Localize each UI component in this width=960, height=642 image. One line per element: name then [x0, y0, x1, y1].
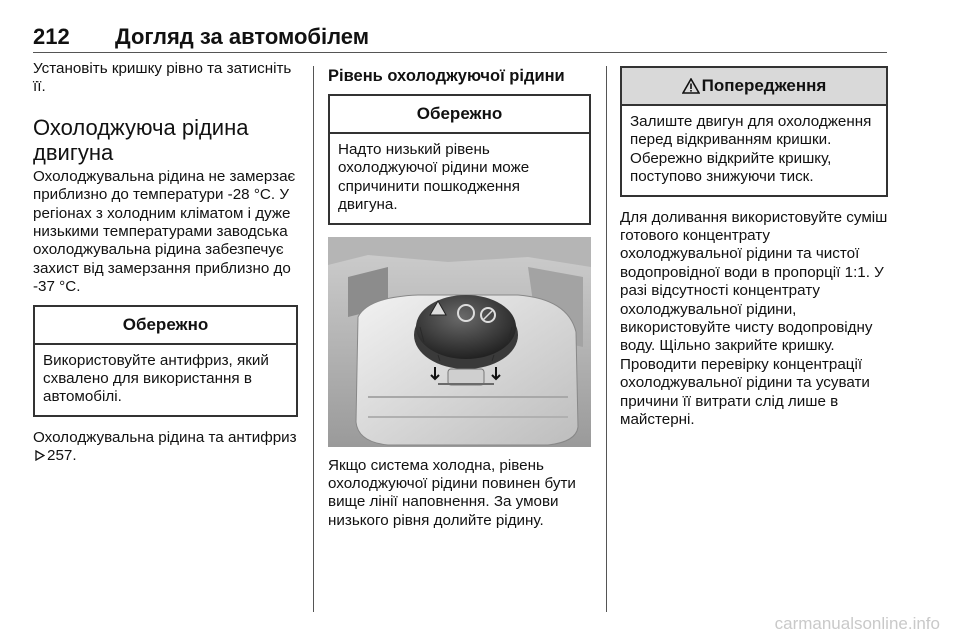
reference-text: Охолоджувальна рідина та антифриз [33, 428, 297, 446]
refill-instructions: Для доливання використовуйте суміш готового концентрату охолоджувальної рідини та чистої водопровідної води в пропорції 1:1. У разі відсутності концентрату охолоджувальної рідини, використовуйте чисту водопровідну воду. Щільно закрийте кришку. Проводити перевірку концентрації охолоджувальної рідини та усувати причини її витрати слід лише в майстерні. [620, 208, 888, 429]
intro-text: Установіть кришку рівно та затисніть її. [33, 60, 292, 96]
caution-title: Обережно [330, 96, 589, 134]
warning-box-hot-engine [620, 66, 888, 197]
page-title: Догляд за автомобілем [115, 24, 370, 49]
antifreeze-reference [33, 429, 298, 466]
page-number: 212 [33, 24, 70, 49]
warning-title: Попередження [701, 76, 827, 95]
page-reference-icon [35, 450, 45, 461]
column-divider-2 [606, 66, 607, 612]
warning-body: Залиште двигун для охолодження перед відкриванням кришки. Обережно відкрийте кришку, поступово знижуючи тиск. [630, 113, 872, 186]
warning-header [622, 68, 886, 106]
page-header [33, 24, 887, 54]
column-1 [33, 60, 298, 466]
coolant-paragraph: Охолоджувальна рідина не замерзає приблизно до температури -28 °C. У регіонах з холодним кліматом і дуже низькими температурами заводська охолоджувальна рідина забезпечує захист від замерзання приблизно до -37 °C. [33, 167, 296, 296]
caution-box-low-level [328, 94, 591, 225]
warning-triangle-icon [682, 78, 700, 94]
caution-body: Використовуйте антифриз, який схвалено для використання в автомобілі. [43, 351, 269, 406]
coolant-level-paragraph: Якщо система холодна, рівень охолоджуючої рідини повинен бути вище лінії наповнення. За умови низького рівня долийте рідину. [328, 456, 576, 529]
column-3 [620, 60, 888, 430]
reference-page-link[interactable]: 257. [47, 447, 77, 465]
section-heading-coolant: Охолоджуюча рідина двигуна [33, 114, 249, 165]
watermark: carmanualsonline.info [774, 614, 940, 633]
header-rule [33, 52, 887, 53]
section-heading-coolant-level: Рівень охолоджуючої рідини [328, 67, 565, 85]
column-2 [328, 60, 591, 530]
coolant-reservoir-photo [328, 237, 591, 447]
coolant-reservoir-illustration [328, 237, 591, 447]
column-divider-1 [313, 66, 314, 612]
caution-box-antifreeze [33, 305, 298, 417]
caution-title: Обережно [35, 307, 296, 345]
caution-body: Надто низький рівень охолоджуючої рідини може спричинити пошкодження двигуна. [338, 141, 530, 214]
